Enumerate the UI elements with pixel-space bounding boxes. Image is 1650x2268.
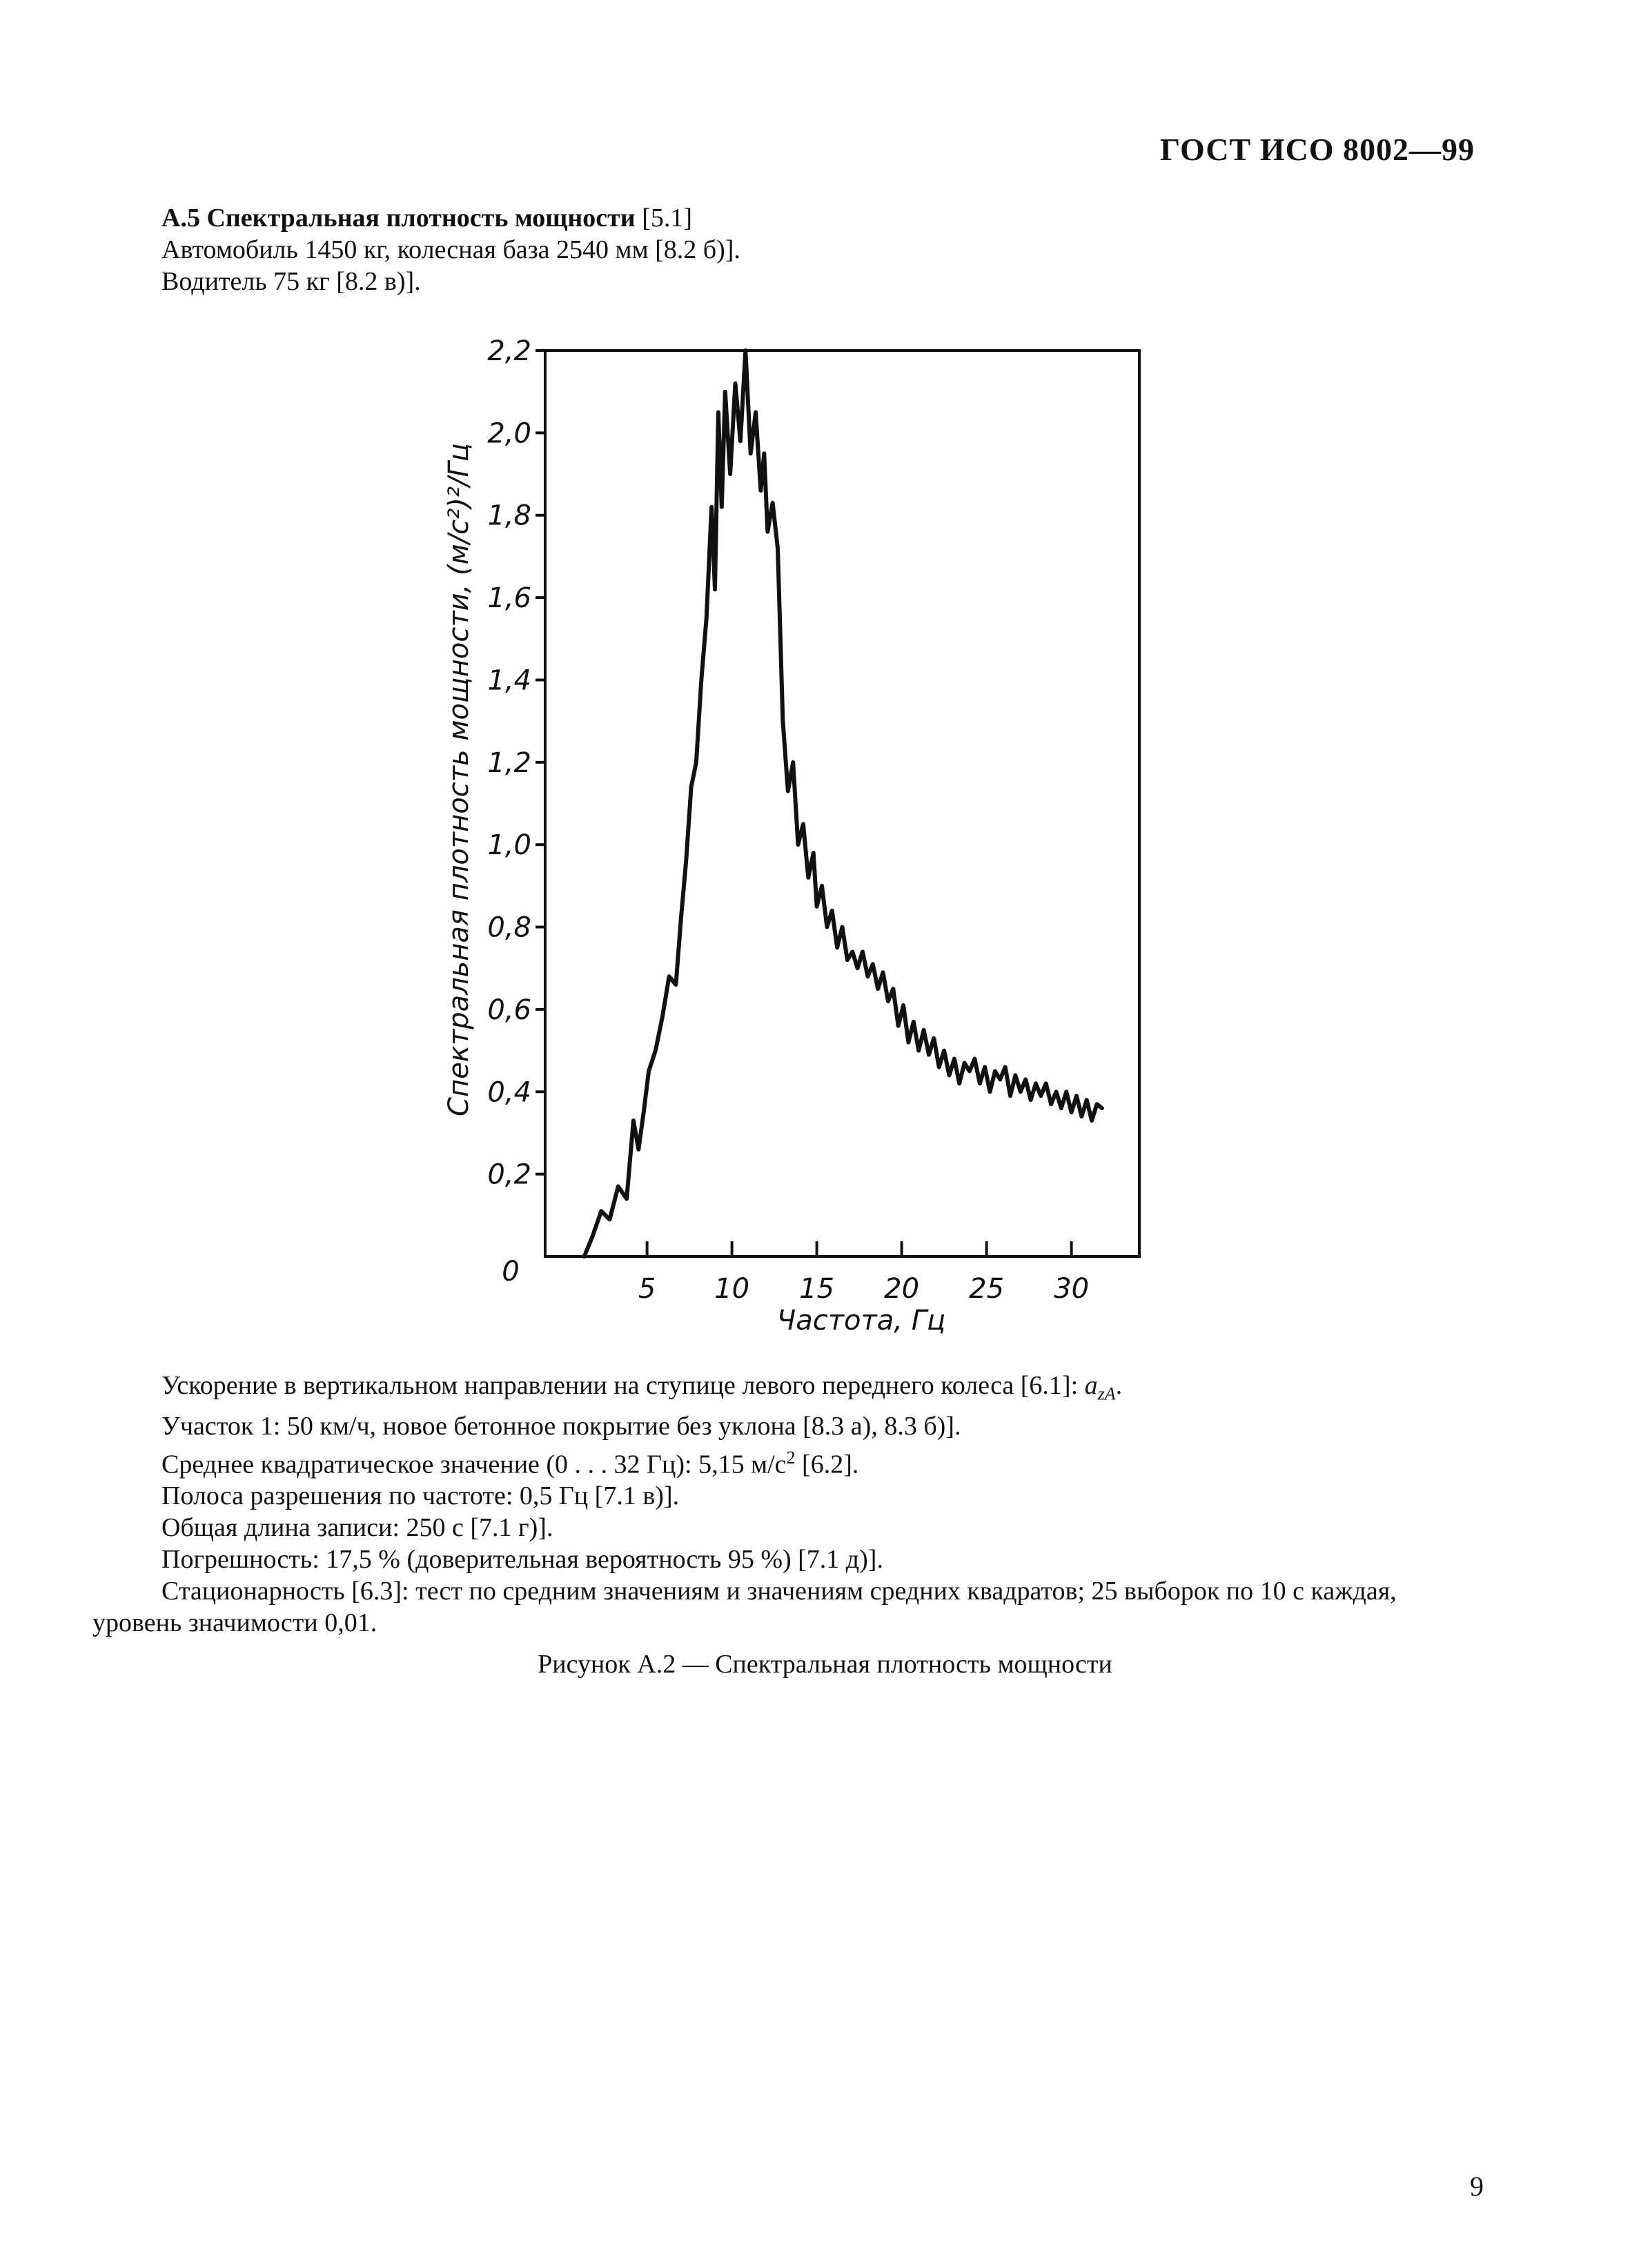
y-tick-label: 0,4 xyxy=(487,1076,531,1109)
note-record-length: Общая длина записи: 250 с [7.1 г)]. xyxy=(161,1513,553,1543)
x-tick-label: 10 xyxy=(714,1273,750,1305)
y-axis-label: Спектральная плотность мощности, (м/с²)²/Гц xyxy=(443,443,475,1116)
y-tick-label: 1,6 xyxy=(487,582,531,615)
y-tick-label: 1,2 xyxy=(487,747,531,779)
y-tick-label: 2,0 xyxy=(487,417,531,450)
y-tick-label: 1,0 xyxy=(487,829,531,862)
section-number: А.5 xyxy=(161,204,200,233)
driver-line: Водитель 75 кг [8.2 в)]. xyxy=(161,267,421,296)
y-tick-label: 0,8 xyxy=(487,911,531,944)
standard-designation: ГОСТ ИСО 8002—99 xyxy=(1159,132,1475,167)
note-rms-end: [6.2]. xyxy=(795,1450,859,1479)
y-tick-label: 1,4 xyxy=(487,664,531,697)
x-axis-ticks xyxy=(502,1241,1089,1305)
y-tick-label: 0,2 xyxy=(487,1158,531,1191)
section-ref: [5.1] xyxy=(642,204,693,233)
note-acceleration-subscript: zA xyxy=(1097,1383,1116,1404)
x-tick-label: 20 xyxy=(884,1273,920,1305)
y-tick-label: 0,6 xyxy=(487,994,531,1026)
note-acceleration-end: . xyxy=(1115,1371,1123,1400)
note-error: Погрешность: 17,5 % (доверительная вероятность 95 %) [7.1 д)]. xyxy=(161,1545,883,1575)
series-line xyxy=(585,351,1102,1256)
figure-notes xyxy=(92,1370,1486,1639)
vehicle-line: Автомобиль 1450 кг, колесная база 2540 мм [8.2 б)]. xyxy=(161,235,740,264)
note-rms xyxy=(161,1442,1486,1481)
y-tick-label: 1,8 xyxy=(487,500,531,532)
note-rms-sup: 2 xyxy=(786,1447,796,1468)
note-section: Участок 1: 50 км/ч, новое бетонное покрытие без уклона [8.3 а), 8.3 б)]. xyxy=(161,1411,961,1441)
y-tick-label: 2,2 xyxy=(487,335,531,367)
x-tick-label: 25 xyxy=(969,1273,1005,1305)
x-tick-label: 15 xyxy=(799,1273,835,1305)
y-axis-ticks xyxy=(487,335,545,1191)
page-number: 9 xyxy=(1470,2171,1484,2202)
section-title: Спектральная плотность мощности xyxy=(206,204,636,233)
note-rms-text: Среднее квадратическое значение (0 . . . 32 Гц): 5,15 м/с xyxy=(161,1450,787,1479)
origin-label: 0 xyxy=(502,1256,520,1288)
x-tick-label: 5 xyxy=(638,1273,656,1305)
note-acceleration-symbol: a xyxy=(1084,1371,1098,1400)
note-stationarity: Стационарность [6.3]: тест по средним значениям и значениям средних квадратов; 25 выборок по 10 с каждая, уровень значимости 0,01. xyxy=(92,1577,1397,1638)
x-axis-label: Частота, Гц xyxy=(776,1305,946,1337)
figure-caption: Рисунок А.2 — Спектральная плотность мощности xyxy=(538,1650,1112,1679)
note-bandwidth: Полоса разрешения по частоте: 0,5 Гц [7.1 в)]. xyxy=(161,1481,680,1511)
x-tick-label: 30 xyxy=(1054,1273,1090,1305)
note-acceleration-text: Ускорение в вертикальном направлении на ступице левого переднего колеса [6.1]: xyxy=(161,1371,1085,1400)
note-acceleration xyxy=(161,1370,1486,1410)
